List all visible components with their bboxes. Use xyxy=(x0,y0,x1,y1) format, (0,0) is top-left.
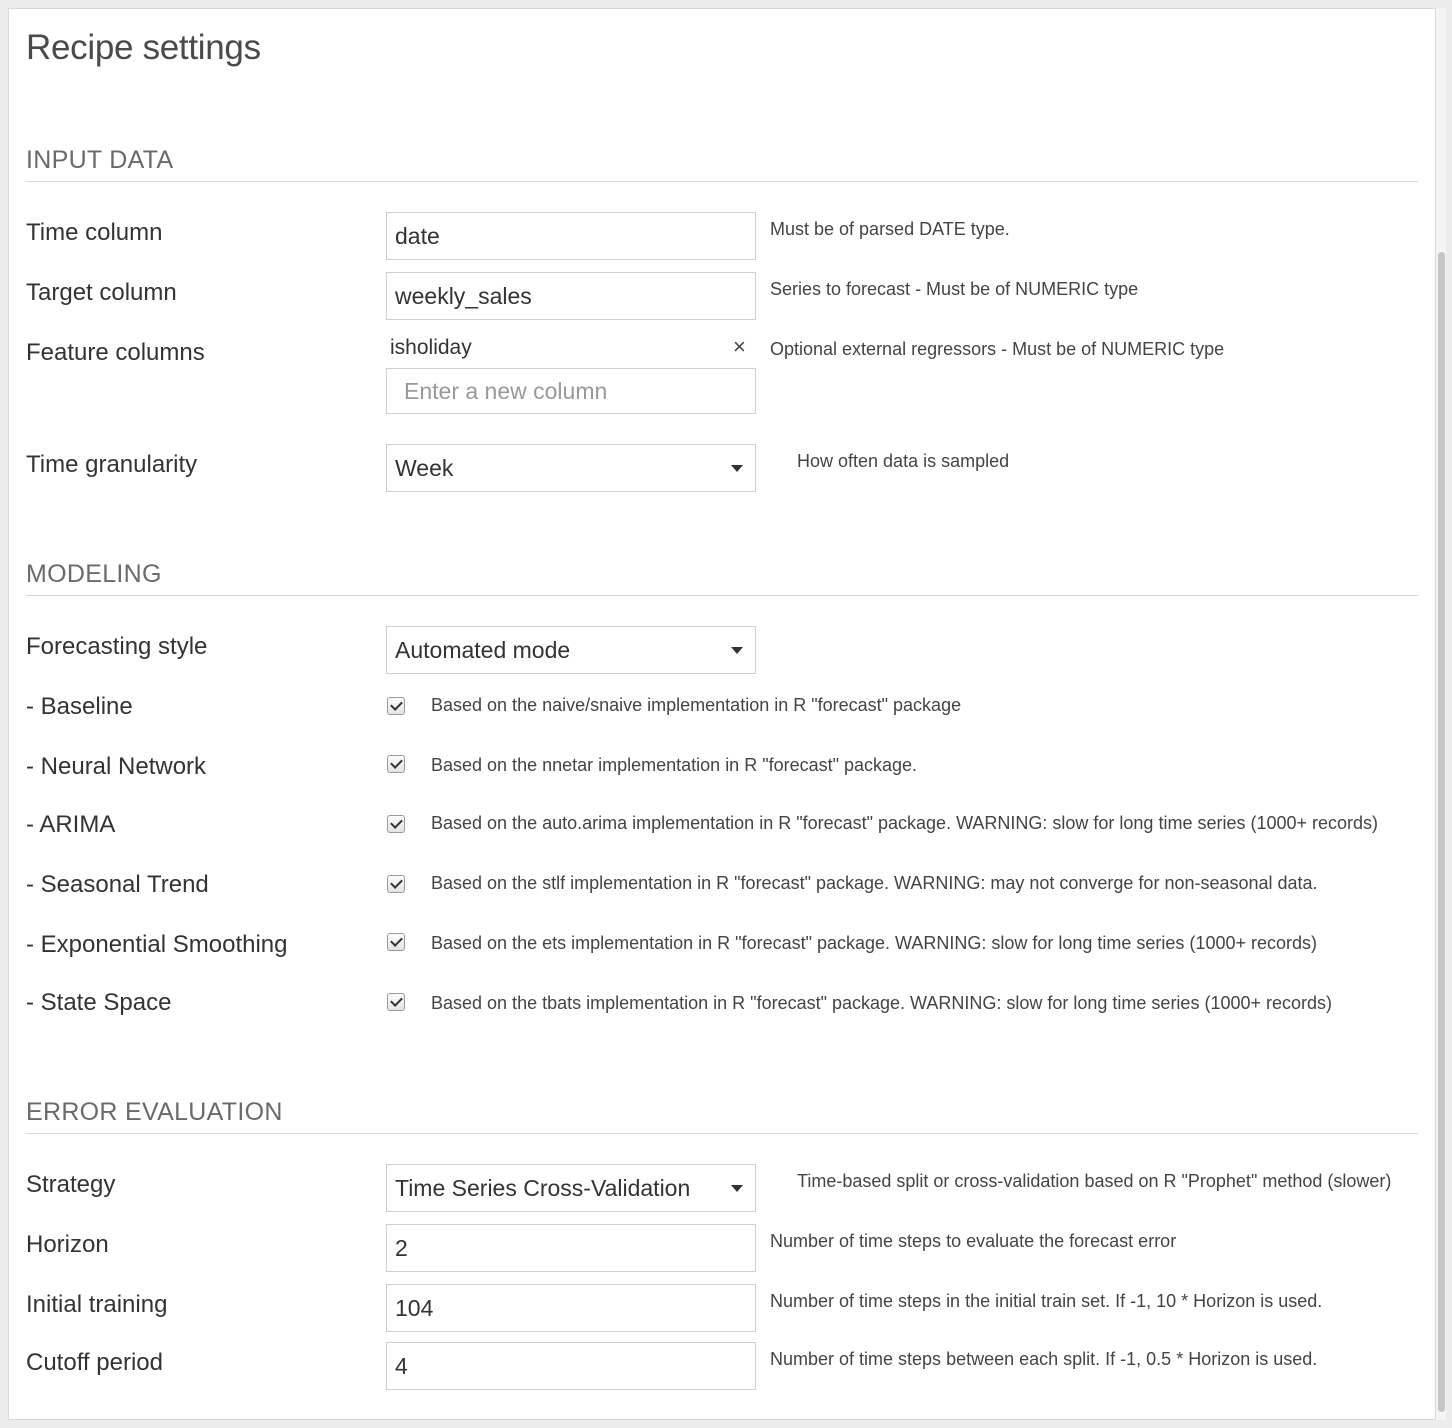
model-seasonal-trend-help: Based on the stlf implementation in R "forecast" package. WARNING: may not converge for non-seasonal data. xyxy=(431,873,1318,893)
target-column-help: Series to forecast - Must be of NUMERIC type xyxy=(770,279,1139,299)
dropdown-arrow-icon xyxy=(731,647,743,654)
model-arima-label: - ARIMA xyxy=(26,811,116,838)
time-granularity-label: Time granularity xyxy=(26,451,198,478)
time-granularity-help: How often data is sampled xyxy=(797,451,1010,471)
section-divider xyxy=(26,595,1418,596)
time-column-input[interactable] xyxy=(386,212,756,260)
checkmark-icon xyxy=(390,698,403,711)
model-exponential-smoothing-help: Based on the ets implementation in R "forecast" package. WARNING: slow for long time series (1000+ records) xyxy=(431,933,1317,953)
section-title-modeling: MODELING xyxy=(26,560,162,588)
model-neural-network-help: Based on the nnetar implementation in R "forecast" package. xyxy=(431,755,918,775)
time-granularity-value: Week xyxy=(395,454,454,481)
initial-training-label: Initial training xyxy=(26,1291,168,1318)
model-state-space-help: Based on the tbats implementation in R "forecast" package. WARNING: slow for long time series (1000+ records) xyxy=(431,993,1333,1013)
checkmark-icon xyxy=(390,756,403,769)
scrollbar-thumb[interactable] xyxy=(1438,252,1445,1412)
checkmark-icon xyxy=(390,934,403,947)
model-exponential-smoothing-checkbox[interactable] xyxy=(387,933,405,951)
cutoff-period-label: Cutoff period xyxy=(26,1349,163,1376)
section-title-input-data: INPUT DATA xyxy=(26,146,174,174)
forecasting-style-select[interactable] xyxy=(386,626,756,674)
new-column-input[interactable] xyxy=(386,368,756,414)
dropdown-arrow-icon xyxy=(731,1185,743,1192)
model-baseline-checkbox[interactable] xyxy=(387,697,405,715)
initial-training-input[interactable] xyxy=(386,1284,756,1332)
checkmark-icon xyxy=(390,876,403,889)
model-exponential-smoothing-label: - Exponential Smoothing xyxy=(26,931,288,958)
target-column-input[interactable] xyxy=(386,272,756,320)
horizon-label: Horizon xyxy=(26,1231,109,1258)
horizon-input[interactable] xyxy=(386,1224,756,1272)
forecasting-style-value: Automated mode xyxy=(395,636,571,663)
model-arima-checkbox[interactable] xyxy=(387,815,405,833)
forecasting-style-label: Forecasting style xyxy=(26,633,208,660)
model-state-space-checkbox[interactable] xyxy=(387,993,405,1011)
target-column-label: Target column xyxy=(26,279,177,306)
strategy-label: Strategy xyxy=(26,1171,116,1198)
page-title: Recipe settings xyxy=(26,28,261,67)
model-state-space-label: - State Space xyxy=(26,989,172,1016)
model-neural-network-label: - Neural Network xyxy=(26,753,207,780)
strategy-value: Time Series Cross-Validation xyxy=(395,1174,691,1201)
initial-training-help: Number of time steps in the initial train set. If -1, 10 * Horizon is used. xyxy=(770,1291,1323,1311)
model-arima-help: Based on the auto.arima implementation in R "forecast" package. WARNING: slow for long time series (1000+ records) xyxy=(431,813,1379,833)
horizon-help: Number of time steps to evaluate the forecast error xyxy=(770,1231,1177,1251)
dropdown-arrow-icon xyxy=(731,465,743,472)
model-baseline-label: - Baseline xyxy=(26,693,133,720)
time-granularity-select[interactable] xyxy=(386,444,756,492)
section-divider xyxy=(26,181,1418,182)
strategy-help: Time-based split or cross-validation based on R "Prophet" method (slower) xyxy=(797,1171,1392,1191)
section-title-error-evaluation: ERROR EVALUATION xyxy=(26,1098,283,1126)
checkmark-icon xyxy=(390,994,403,1007)
time-column-label: Time column xyxy=(26,219,163,246)
model-seasonal-trend-label: - Seasonal Trend xyxy=(26,871,209,898)
checkmark-icon xyxy=(390,816,403,829)
feature-columns-help: Optional external regressors - Must be of NUMERIC type xyxy=(770,339,1225,359)
strategy-select[interactable] xyxy=(386,1164,756,1212)
feature-column-tag: isholiday xyxy=(390,336,472,359)
section-divider xyxy=(26,1133,1418,1134)
model-neural-network-checkbox[interactable] xyxy=(387,755,405,773)
model-seasonal-trend-checkbox[interactable] xyxy=(387,875,405,893)
cutoff-period-input[interactable] xyxy=(386,1342,756,1390)
time-column-help: Must be of parsed DATE type. xyxy=(770,219,1010,239)
feature-columns-label: Feature columns xyxy=(26,339,205,366)
cutoff-period-help: Number of time steps between each split. If -1, 0.5 * Horizon is used. xyxy=(770,1349,1318,1369)
model-baseline-help: Based on the naive/snaive implementation in R "forecast" package xyxy=(431,695,962,715)
remove-tag-icon[interactable]: × xyxy=(733,334,746,359)
